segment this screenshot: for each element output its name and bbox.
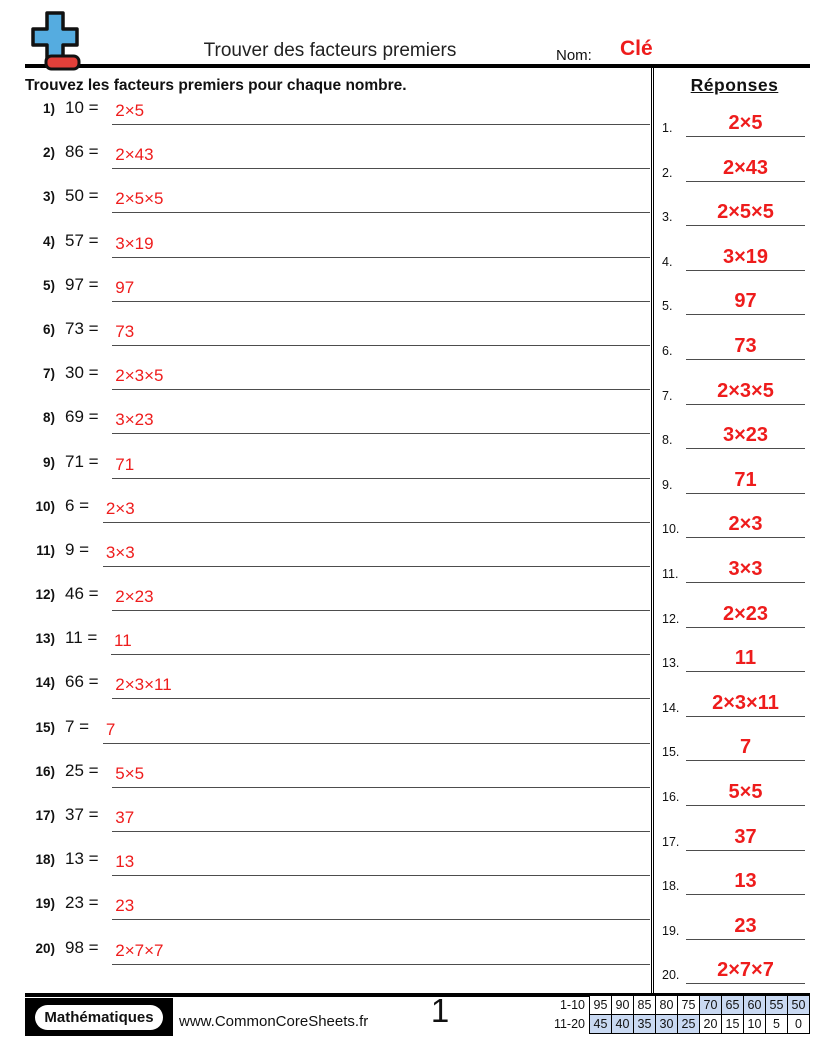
score-cell: 85 bbox=[633, 995, 656, 1015]
problem-answer-line bbox=[112, 101, 650, 125]
answer-number: 12. bbox=[662, 611, 680, 626]
problem-answer: 73 bbox=[115, 321, 135, 341]
score-row-label: 11-20 bbox=[553, 1017, 585, 1031]
main-body bbox=[25, 68, 810, 993]
problem-row bbox=[25, 744, 650, 788]
name-label: Nom: bbox=[556, 47, 592, 64]
page-number: 1 bbox=[430, 992, 450, 1029]
answer-line bbox=[686, 157, 805, 182]
answer-number: 7. bbox=[662, 388, 673, 403]
problem-answer-line bbox=[111, 631, 650, 655]
answer-number: 15. bbox=[662, 745, 680, 760]
answer-line bbox=[686, 603, 805, 628]
answer-value: 11 bbox=[734, 647, 757, 670]
answer-row bbox=[659, 182, 810, 227]
answer-row bbox=[659, 360, 810, 405]
problem-answer: 2×3 bbox=[105, 498, 135, 518]
problem-row bbox=[25, 523, 650, 567]
problem-answer-line bbox=[103, 543, 650, 567]
problem-expression: 37 = bbox=[65, 805, 104, 824]
problem-answer: 2×5×5 bbox=[115, 189, 164, 209]
score-cell: 90 bbox=[611, 995, 634, 1015]
problem-expression: 13 = bbox=[65, 849, 104, 869]
problem-answer: 2×3×11 bbox=[115, 675, 172, 695]
answer-line bbox=[686, 380, 805, 405]
problem-number: 8) bbox=[42, 410, 55, 426]
answer-value: 97 bbox=[734, 290, 757, 313]
answer-number: 16. bbox=[662, 789, 680, 804]
answer-number: 1. bbox=[662, 121, 673, 135]
problem-answer-line bbox=[112, 189, 650, 213]
answer-row bbox=[659, 449, 810, 494]
problem-row bbox=[25, 611, 650, 655]
problem-answer: 2×23 bbox=[115, 587, 154, 607]
answer-line bbox=[686, 290, 805, 315]
answer-row bbox=[659, 806, 810, 851]
problem-answer-line bbox=[112, 852, 650, 876]
problem-row bbox=[25, 788, 650, 832]
score-row-label: 1-10 bbox=[559, 998, 585, 1012]
answer-row bbox=[659, 717, 810, 762]
answer-line bbox=[686, 959, 805, 984]
problem-row bbox=[25, 832, 650, 876]
problem-row bbox=[25, 479, 650, 523]
answer-row bbox=[659, 97, 810, 137]
problem-row bbox=[25, 213, 650, 257]
answers-panel bbox=[654, 68, 810, 993]
problem-answer-line bbox=[112, 455, 650, 479]
instruction-text: Trouvez les facteurs premiers pour chaque nombre. bbox=[25, 77, 407, 94]
problem-expression: 6 = bbox=[65, 495, 94, 515]
problem-row bbox=[25, 876, 650, 920]
problem-answer-line bbox=[112, 410, 650, 434]
answer-line bbox=[686, 469, 805, 494]
problem-expression: 23 = bbox=[65, 893, 104, 913]
score-cell: 15 bbox=[721, 1014, 744, 1034]
answer-row bbox=[659, 271, 810, 316]
answer-row bbox=[659, 628, 810, 673]
answer-line bbox=[686, 692, 805, 717]
answer-value: 2×43 bbox=[722, 156, 769, 179]
answer-line bbox=[686, 915, 805, 940]
score-row bbox=[546, 1014, 810, 1034]
problem-answer: 3×3 bbox=[105, 542, 135, 562]
problem-expression: 69 = bbox=[65, 407, 104, 427]
problem-expression: 9 = bbox=[65, 539, 94, 559]
problem-expression: 10 = bbox=[65, 98, 104, 117]
brand-label: Mathématiques bbox=[35, 1005, 162, 1030]
problem-number: 2) bbox=[42, 145, 55, 161]
answer-value: 2×23 bbox=[722, 602, 769, 625]
problems-list bbox=[25, 94, 650, 965]
score-cell: 0 bbox=[787, 1014, 810, 1034]
answer-line bbox=[686, 826, 805, 851]
answer-value: 2×7×7 bbox=[717, 959, 774, 982]
answer-row bbox=[659, 494, 810, 539]
problem-row bbox=[25, 699, 650, 743]
answer-line bbox=[686, 246, 805, 271]
problem-number: 19) bbox=[35, 896, 55, 912]
problem-expression: 97 = bbox=[65, 274, 104, 294]
score-cell: 80 bbox=[655, 995, 678, 1015]
problem-number: 7) bbox=[42, 366, 55, 382]
answer-number: 9. bbox=[662, 477, 673, 492]
answer-value: 73 bbox=[734, 334, 757, 357]
problem-number: 1) bbox=[42, 101, 55, 116]
problem-answer: 13 bbox=[115, 852, 135, 872]
score-cell: 10 bbox=[743, 1014, 766, 1034]
answer-value: 3×3 bbox=[728, 557, 763, 580]
answer-row bbox=[659, 583, 810, 628]
score-cell: 55 bbox=[765, 995, 788, 1015]
answer-line bbox=[686, 647, 805, 672]
problem-answer: 2×5 bbox=[115, 101, 145, 120]
answer-row bbox=[659, 940, 810, 985]
answer-value: 37 bbox=[734, 825, 757, 848]
problem-number: 13) bbox=[35, 631, 55, 647]
answer-number: 18. bbox=[662, 879, 680, 894]
answer-value: 2×3×5 bbox=[717, 379, 774, 402]
score-cell: 95 bbox=[589, 995, 612, 1015]
problem-answer-line bbox=[112, 322, 650, 346]
score-cell: 25 bbox=[677, 1014, 700, 1034]
problem-expression: 86 = bbox=[65, 142, 104, 162]
answer-number: 13. bbox=[662, 656, 680, 671]
answer-value: 2×3×11 bbox=[712, 691, 779, 714]
problem-answer: 97 bbox=[115, 277, 135, 297]
problem-row bbox=[25, 655, 650, 699]
problem-answer-line bbox=[112, 896, 650, 920]
answer-value: 2×5×5 bbox=[717, 201, 774, 224]
problem-number: 9) bbox=[42, 454, 55, 470]
problem-expression: 98 = bbox=[65, 937, 104, 957]
score-cell: 30 bbox=[655, 1014, 678, 1034]
answer-number: 8. bbox=[662, 433, 673, 448]
answer-number: 2. bbox=[662, 165, 673, 180]
problem-answer-line bbox=[112, 366, 650, 390]
problem-expression: 73 = bbox=[65, 318, 104, 338]
problem-answer: 23 bbox=[115, 896, 135, 916]
score-cell: 35 bbox=[633, 1014, 656, 1034]
answer-number: 6. bbox=[662, 343, 673, 358]
problem-number: 5) bbox=[42, 277, 55, 293]
answers-title: Réponses bbox=[690, 75, 779, 95]
problem-answer-line bbox=[112, 587, 650, 611]
answer-value: 7 bbox=[739, 736, 752, 759]
problem-expression: 7 = bbox=[65, 716, 94, 736]
site-url: www.CommonCoreSheets.fr bbox=[179, 1013, 369, 1030]
problem-answer: 2×7×7 bbox=[115, 940, 164, 960]
score-cell: 65 bbox=[721, 995, 744, 1015]
answer-line bbox=[686, 424, 805, 449]
problem-number: 14) bbox=[35, 675, 55, 691]
answer-number: 10. bbox=[662, 522, 680, 537]
answer-line bbox=[686, 513, 805, 538]
score-cell: 40 bbox=[611, 1014, 634, 1034]
problem-row bbox=[25, 390, 650, 434]
answer-number: 19. bbox=[662, 923, 680, 938]
answer-line bbox=[686, 112, 805, 137]
problem-answer-line bbox=[112, 764, 650, 788]
answer-number: 11. bbox=[662, 566, 679, 581]
answer-number: 17. bbox=[662, 834, 680, 849]
score-cell: 50 bbox=[787, 995, 810, 1015]
score-cell: 20 bbox=[699, 1014, 722, 1034]
problem-number: 18) bbox=[35, 852, 55, 868]
answer-value: 71 bbox=[734, 468, 757, 491]
problem-row bbox=[25, 567, 650, 611]
problem-number: 12) bbox=[35, 587, 55, 603]
name-value: Clé bbox=[620, 37, 653, 60]
problem-answer-line bbox=[112, 675, 650, 699]
problem-number: 4) bbox=[42, 233, 55, 249]
answer-value: 3×19 bbox=[722, 245, 769, 268]
problem-number: 15) bbox=[35, 719, 55, 735]
answer-row bbox=[659, 226, 810, 271]
problem-number: 20) bbox=[35, 940, 55, 956]
score-table bbox=[546, 995, 810, 1034]
problem-expression: 11 = bbox=[65, 628, 103, 648]
plus-logo-icon bbox=[26, 10, 82, 72]
problem-answer: 2×43 bbox=[115, 145, 154, 165]
score-row bbox=[546, 995, 810, 1015]
brand-badge bbox=[25, 998, 173, 1036]
problem-answer: 7 bbox=[105, 719, 116, 739]
problem-row bbox=[25, 920, 650, 964]
problem-answer: 2×3×5 bbox=[115, 366, 164, 386]
score-cell: 45 bbox=[589, 1014, 612, 1034]
problem-row bbox=[25, 258, 650, 302]
answer-line bbox=[686, 870, 805, 895]
answer-number: 5. bbox=[662, 299, 673, 314]
answer-value: 13 bbox=[734, 870, 757, 893]
problem-row bbox=[25, 434, 650, 478]
problem-number: 16) bbox=[35, 763, 55, 779]
problem-number: 10) bbox=[35, 498, 55, 514]
problem-number: 17) bbox=[35, 808, 55, 823]
answer-row bbox=[659, 851, 810, 896]
problem-answer: 3×23 bbox=[115, 410, 154, 430]
problem-answer: 71 bbox=[115, 454, 135, 474]
problem-expression: 50 = bbox=[65, 186, 104, 206]
answer-row bbox=[659, 538, 810, 583]
problem-answer-line bbox=[112, 234, 650, 258]
problem-number: 3) bbox=[42, 189, 55, 205]
problem-answer-line bbox=[112, 941, 650, 965]
problem-expression: 30 = bbox=[65, 363, 104, 383]
answer-value: 3×23 bbox=[722, 424, 769, 447]
problem-expression: 71 = bbox=[65, 451, 104, 471]
problem-number: 6) bbox=[42, 321, 55, 337]
problem-answer: 5×5 bbox=[115, 763, 145, 783]
problem-number: 11) bbox=[36, 542, 55, 558]
problem-answer-line bbox=[103, 720, 650, 744]
problem-answer: 37 bbox=[115, 808, 135, 827]
problem-row bbox=[25, 94, 650, 125]
problem-answer-line bbox=[103, 499, 650, 523]
problems-column bbox=[25, 68, 650, 993]
answer-number: 4. bbox=[662, 254, 673, 269]
answer-value: 2×3 bbox=[728, 513, 763, 536]
answer-row bbox=[659, 315, 810, 360]
score-cell: 5 bbox=[765, 1014, 788, 1034]
problem-answer: 11 bbox=[114, 631, 132, 651]
problem-answer: 3×19 bbox=[115, 233, 154, 253]
problem-row bbox=[25, 169, 650, 213]
answer-value: 2×5 bbox=[728, 112, 763, 134]
answer-number: 14. bbox=[662, 700, 680, 715]
problem-answer-line bbox=[112, 808, 650, 832]
problem-expression: 57 = bbox=[65, 230, 104, 250]
answers-list bbox=[659, 97, 810, 984]
answer-number: 3. bbox=[662, 210, 673, 225]
problem-row bbox=[25, 125, 650, 169]
worksheet-title: Trouver des facteurs premiers bbox=[203, 40, 457, 61]
answer-value: 5×5 bbox=[728, 780, 763, 803]
problem-expression: 66 = bbox=[65, 672, 104, 692]
answer-line bbox=[686, 558, 805, 583]
answer-value: 23 bbox=[734, 914, 757, 937]
score-cell: 75 bbox=[677, 995, 700, 1015]
problem-answer-line bbox=[112, 145, 650, 169]
score-cell: 70 bbox=[699, 995, 722, 1015]
problem-row bbox=[25, 302, 650, 346]
answer-number: 20. bbox=[662, 968, 680, 983]
answer-line bbox=[686, 736, 805, 761]
problem-answer-line bbox=[112, 278, 650, 302]
answer-row bbox=[659, 137, 810, 182]
answer-line bbox=[686, 201, 805, 226]
problem-expression: 25 = bbox=[65, 760, 104, 780]
answer-row bbox=[659, 672, 810, 717]
answer-line bbox=[686, 335, 805, 360]
problem-row bbox=[25, 346, 650, 390]
answer-row bbox=[659, 895, 810, 940]
answer-line bbox=[686, 781, 805, 806]
score-cell: 60 bbox=[743, 995, 766, 1015]
problem-expression: 46 = bbox=[65, 584, 104, 604]
answer-row bbox=[659, 405, 810, 450]
answer-row bbox=[659, 761, 810, 806]
